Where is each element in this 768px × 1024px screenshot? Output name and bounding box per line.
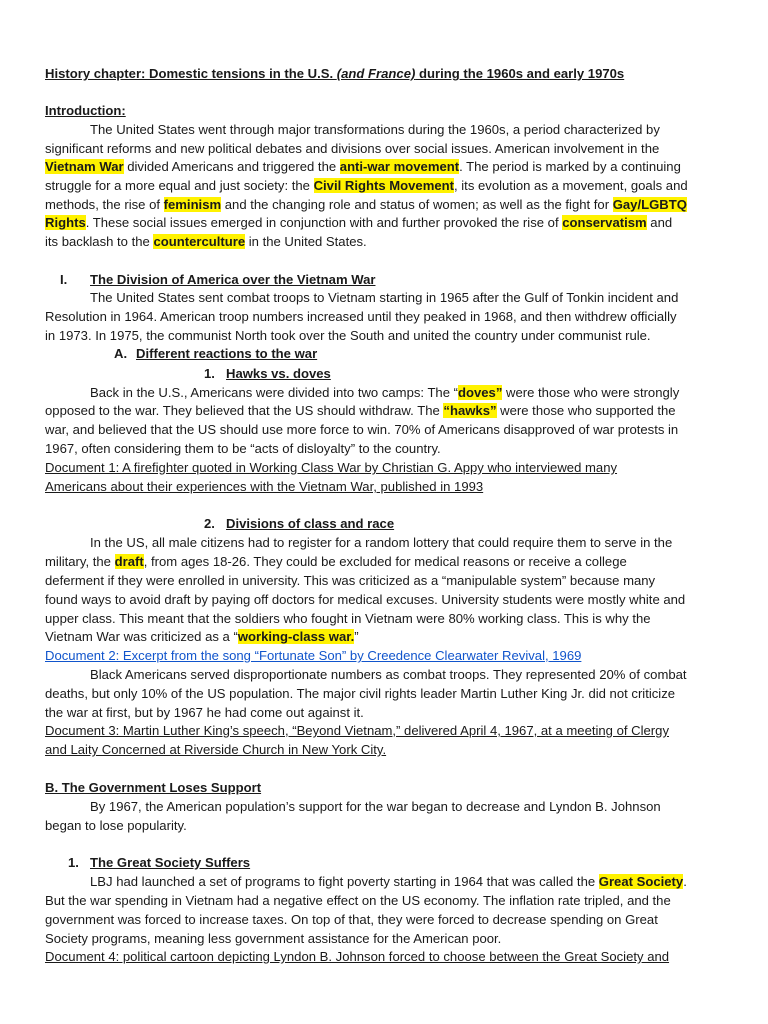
highlight-term: conservatism xyxy=(562,215,647,230)
subsection-number: 1. xyxy=(68,855,79,870)
subsection-heading: Hawks vs. doves xyxy=(226,366,331,381)
highlight-term: Gay/LGBTQ xyxy=(612,197,687,212)
highlight-term: Great Society xyxy=(598,874,684,889)
body-line: upper class. This meant that the soldiers who fought in Vietnam were 80% working class. This is why the xyxy=(45,611,651,626)
document-reference: Americans about their experiences with the Vietnam War, published in 1993 xyxy=(45,479,484,494)
text-run: . The period is marked by a continuing xyxy=(459,159,681,174)
text-run: its backlash to the xyxy=(45,234,154,249)
document-reference: Document 3: Martin Luther King’s speech, “Beyond Vietnam,” delivered April 4, 1967, at a meeting of Clergy xyxy=(45,723,669,738)
subsection-heading: Divisions of class and race xyxy=(226,516,395,531)
highlight-term: draft xyxy=(114,554,144,569)
body-line: By 1967, the American population’s support for the war began to decrease and Lyndon B. Johnson xyxy=(90,799,661,814)
body-line: in 1973. In 1975, the communist North took over the South and united the country under communist rule. xyxy=(45,328,651,343)
highlight-term: Civil Rights Movement xyxy=(313,178,454,193)
text-run: . xyxy=(683,874,687,889)
title-suffix: during the 1960s and early 1970s xyxy=(415,66,625,81)
document-reference: Document 1: A firefighter quoted in Working Class War by Christian G. Appy who interviewed many xyxy=(45,460,618,475)
text-run: military, the xyxy=(45,554,115,569)
text-run: and the changing role and status of women; as well as the fight for xyxy=(221,197,613,212)
section-number: I. xyxy=(60,272,68,287)
body-line: Resolution in 1964. American troop numbers increased until they peaked in 1968, and then withdrew officially xyxy=(45,309,677,324)
subsection-number: 1. xyxy=(204,366,215,381)
intro-line xyxy=(45,158,681,176)
document-reference: and Laity Concerned at Riverside Church in New York City. xyxy=(45,742,387,757)
text-run: . These social issues emerged in conjunction with and further provoked the rise of xyxy=(85,215,563,230)
document-reference: Document 4: political cartoon depicting Lyndon B. Johnson forced to choose between the Great Society and xyxy=(45,949,670,964)
highlight-term: feminism xyxy=(163,197,222,212)
body-line: deaths, but only 10% of the US population. The major civil rights leader Martin Luther King Jr. did not criticize xyxy=(45,686,676,701)
body-line: Black Americans served disproportionate numbers as combat troops. They represented 20% of combat xyxy=(90,667,687,682)
text-run: and xyxy=(646,215,673,230)
section-heading: The Division of America over the Vietnam War xyxy=(90,272,376,287)
highlight-term: doves” xyxy=(458,385,503,400)
title-italic: (and France) xyxy=(336,66,416,81)
body-line: 1967, often considering them to be “acts of disloyalty” to the country. xyxy=(45,441,441,456)
body-line xyxy=(90,873,687,891)
body-line: deferment if they were enrolled in university. This was criticized as a “manipulable system” because many xyxy=(45,573,656,588)
body-line: But the war spending in Vietnam had a negative effect on the US economy. The inflation rate tripled, and the xyxy=(45,893,671,908)
highlight-term: working-class war. xyxy=(237,629,355,644)
body-line xyxy=(90,384,679,402)
text-run: Vietnam War was criticized as a “ xyxy=(45,629,238,644)
subsection-heading: Different reactions to the war xyxy=(136,346,318,361)
text-run: were those who supported the xyxy=(496,403,676,418)
text-run: opposed to the war. They believed that the US should withdraw. The xyxy=(45,403,444,418)
body-line: found ways to avoid draft by paying off doctors for medical excuses. University students were mostly white and xyxy=(45,592,686,607)
subsection-heading: The Great Society Suffers xyxy=(90,855,251,870)
body-line: the war at first, but by 1967 he had come out against it. xyxy=(45,705,364,720)
body-line xyxy=(45,628,359,646)
intro-line: The United States went through major transformations during the 1960s, a period characterized by xyxy=(90,122,660,137)
highlight-term: anti-war movement xyxy=(339,159,460,174)
section-heading: B. The Government Loses Support xyxy=(45,780,262,795)
intro-line xyxy=(45,214,672,232)
subsection-number: A. xyxy=(114,346,128,361)
page-title xyxy=(45,65,624,83)
body-line xyxy=(45,553,627,571)
highlight-term: Rights xyxy=(45,215,86,230)
text-run: methods, the rise of xyxy=(45,197,164,212)
highlight-term: Vietnam War xyxy=(45,159,124,174)
body-line: began to lose popularity. xyxy=(45,818,187,833)
text-run: in the United States. xyxy=(245,234,367,249)
intro-line: significant reforms and new political debates and divisions over social issues. American involvement in the xyxy=(45,141,660,156)
text-run: divided Americans and triggered the xyxy=(123,159,340,174)
body-line: war, and believed that the US should use more force to win. 70% of Americans disapproved of war protests in xyxy=(45,422,679,437)
body-line: government was forced to increase taxes. On top of that, they were forced to decrease spending on Great xyxy=(45,912,658,927)
intro-line xyxy=(45,177,688,195)
text-run: ” xyxy=(354,629,359,644)
document-link[interactable]: Document 2: Excerpt from the song “Fortunate Son” by Creedence Clearwater Revival, 1969 xyxy=(45,648,582,663)
body-line: The United States sent combat troops to Vietnam starting in 1965 after the Gulf of Tonkin incident and xyxy=(90,290,679,305)
text-run: LBJ had launched a set of programs to fight poverty starting in 1964 that was called the xyxy=(90,874,599,889)
intro-heading: Introduction: xyxy=(45,103,126,118)
text-run: were those who were strongly xyxy=(502,385,680,400)
highlight-term: “hawks” xyxy=(443,403,497,418)
text-run: Back in the U.S., Americans were divided into two camps: The “ xyxy=(90,385,458,400)
highlight-term: counterculture xyxy=(153,234,246,249)
text-run: , from ages 18-26. They could be excluded for medical reasons or receive a college xyxy=(143,554,627,569)
intro-line xyxy=(45,233,367,251)
body-line xyxy=(45,402,676,420)
body-line: In the US, all male citizens had to register for a random lottery that could require them to serve in the xyxy=(90,535,673,550)
text-run: , its evolution as a movement, goals and xyxy=(454,178,688,193)
subsection-number: 2. xyxy=(204,516,215,531)
body-line: Society programs, meaning less government assistance for the American poor. xyxy=(45,931,502,946)
text-run: struggle for a more equal and just society: the xyxy=(45,178,314,193)
title-text: History chapter: Domestic tensions in the U.S. xyxy=(45,66,337,81)
intro-line xyxy=(45,196,687,214)
